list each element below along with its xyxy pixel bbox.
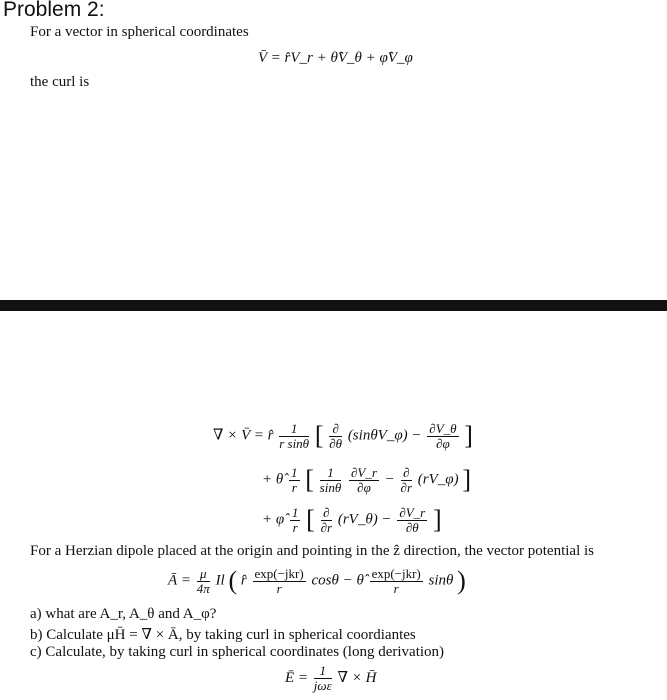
curl-row-2: + θ̂ $\frac{1}{r}$ [ $\frac{1}{\sin\theta}$ $\frac{\partial V\_r}{\partial\varphi}$ − $\frac{\partial}{\partial r}$ (rV_φ) ]	[262, 464, 471, 495]
efield-equation: Ē = $\frac{1}{\text{jωε}}$ ∇ × H̄	[285, 663, 377, 693]
vector-equation: V̄ = r̂V_r + θ̂V_θ + φ̂V_φ	[258, 50, 413, 66]
section-divider	[0, 300, 667, 311]
question-b: b) Calculate μH̄ = ∇ × Ā, by taking curl in spherical coordiantes	[30, 627, 416, 643]
question-c: c) Calculate, by taking curl in spherical coordinates (long derivation)	[30, 644, 445, 660]
curl-row-1: ∇ × V̄ = r̂ $\frac{1}{\text{r sinθ}}$ [ $\frac{\partial}{\partial\theta}$ (sinθV_φ) − $\frac{\partial V\_\theta}{\partial\varphi}$ ]	[213, 420, 473, 451]
curl-row-3: + φ̂ $\frac{1}{r}$ [ $\frac{\partial}{\partial r}$ (rV_θ) − $\frac{\partial V\_r}{\partial\theta}$ ]	[262, 504, 442, 535]
vector-potential-equation: Ā = $\frac{\mu}{4\pi}$ Il ( r̂ $\frac{\text{exp(−jkr)}}{r}$ cosθ − θ̂ $\frac{\text{exp(−jkr)}}{r}$ sinθ )	[168, 565, 466, 596]
dipole-text: For a Herzian dipole placed at the origin and pointing in the ẑ direction, the vector potential is	[30, 543, 594, 559]
intro-text: For a vector in spherical coordinates	[30, 24, 249, 40]
problem-title: Problem 2:	[3, 0, 105, 21]
curl-label: the curl is	[30, 74, 90, 90]
question-a: a) what are A_r, A_θ and A_φ?	[30, 606, 217, 622]
